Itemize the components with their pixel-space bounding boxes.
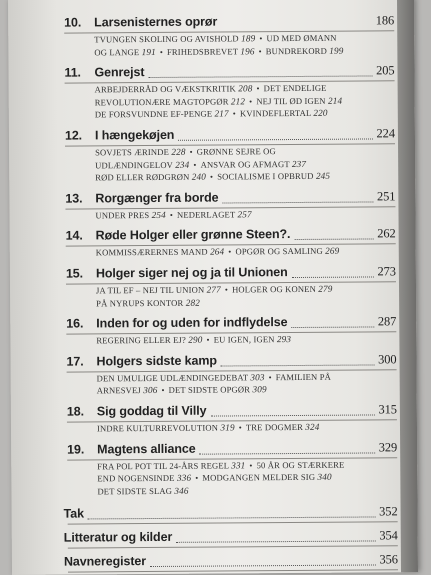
- subsection-page: 214: [327, 95, 343, 106]
- subsection-title: DET SIDSTE SLAG: [97, 485, 173, 497]
- subsection-title: UD MED ØMANN: [266, 32, 337, 44]
- toc-chapter-entry: [66, 227, 396, 260]
- toc-back-matter-entry: [63, 504, 398, 525]
- chapter-number: 12.: [64, 128, 83, 143]
- chapter-page-number: 315: [378, 402, 397, 417]
- subsection-line: [97, 483, 397, 498]
- subsection-page: 240: [191, 171, 207, 182]
- back-matter-page-number: 356: [379, 552, 398, 567]
- chapter-subsections: [95, 81, 395, 121]
- toc-back-matter-entry: [63, 552, 398, 573]
- toc-chapter-entry: [66, 314, 396, 347]
- dot-leader: [148, 76, 372, 79]
- subsection-title: EU IGEN, IGEN: [213, 334, 275, 345]
- subsection-title: FRIHEDSBREVET: [166, 45, 239, 57]
- subsection-line: [96, 295, 396, 310]
- chapter-number: 11.: [64, 65, 81, 80]
- chapter-title: Magtens alliance: [97, 441, 196, 456]
- subsection-title: NEJ TIL ØD IGEN: [256, 95, 326, 107]
- subsection-line: [96, 332, 396, 347]
- subsection-page: 220: [313, 108, 328, 119]
- chapter-number: 10.: [64, 15, 82, 30]
- chapter-subsections: [97, 458, 397, 498]
- subsection-title: DET ENDELIGE: [263, 82, 327, 94]
- bullet-separator: •: [232, 108, 236, 119]
- chapter-title: Genrejst: [94, 65, 145, 80]
- subsection-title: KVINDEFLERTAL: [239, 108, 312, 119]
- bullet-separator: •: [268, 371, 272, 382]
- subsection-page: 191: [141, 46, 156, 57]
- subsection-title: DET SIDSTE OPGØR: [168, 384, 251, 396]
- book-page: [8, 0, 418, 575]
- bullet-separator: •: [209, 171, 214, 182]
- bullet-separator: •: [249, 459, 253, 470]
- subsection-page: 309: [252, 384, 267, 395]
- toc-chapter-entry: [66, 264, 396, 309]
- chapter-subsections: [95, 207, 395, 222]
- back-matter-title: Litteratur og kilder: [63, 530, 173, 545]
- subsection-line: [97, 420, 397, 435]
- toc-chapter-entry: [64, 63, 394, 121]
- chapter-title: Holgers sidste kamp: [96, 353, 217, 369]
- chapter-subsections: [95, 144, 395, 184]
- chapter-title: Larsenisternes oprør: [94, 14, 218, 30]
- chapter-number: 14.: [65, 228, 83, 243]
- dot-leader: [88, 517, 375, 520]
- subsection-line: [95, 169, 395, 184]
- chapter-title: Rorgænger fra borde: [95, 190, 219, 206]
- bullet-separator: •: [193, 159, 197, 170]
- chapter-title: I hængekøjen: [94, 127, 175, 143]
- bullet-separator: •: [169, 209, 174, 220]
- subsection-page: 257: [237, 209, 252, 220]
- subsection-title: REGERING ELLER EJ?: [96, 334, 186, 346]
- chapter-title: Røde Holger eller grønne Steen?.: [95, 227, 291, 243]
- subsection-page: 269: [325, 246, 340, 257]
- subsection-page: 212: [230, 96, 246, 107]
- subsection-title: ARBEJDERRÅD OG VÆKSTKRITIK: [94, 83, 236, 95]
- subsection-page: 346: [174, 485, 189, 496]
- subsection-page: 237: [291, 158, 307, 169]
- subsection-line: [95, 207, 395, 222]
- subsection-title: BUNDREKORD: [265, 45, 327, 56]
- bullet-separator: •: [258, 45, 262, 56]
- subsection-title: FRA POL POT TIL 24-ÅRS REGEL: [97, 459, 229, 471]
- bullet-separator: •: [256, 83, 260, 94]
- subsection-page: 199: [329, 45, 344, 56]
- chapter-title: Sig goddag til Villy: [96, 403, 207, 419]
- subsection-title: HOLGER OG KONEN: [232, 283, 316, 295]
- subsection-page: 336: [176, 472, 192, 483]
- chapter-subsections: [94, 31, 394, 58]
- subsection-page: 324: [305, 421, 320, 432]
- dot-leader: [200, 452, 375, 454]
- subsection-title: JA TIL EF – NEJ TIL UNION: [95, 284, 205, 296]
- subsection-page: 290: [188, 334, 203, 345]
- subsection-title: OG LANGE: [94, 46, 140, 57]
- subsection-title: 50 ÅR OG STÆRKERE: [256, 459, 345, 470]
- subsection-page: 279: [318, 283, 333, 294]
- subsection-title: SOVJETS ÆRINDE: [95, 146, 170, 158]
- subsection-line: [96, 245, 396, 260]
- subsection-title: NEDERLAGET: [176, 209, 236, 220]
- subsection-line: [97, 383, 397, 398]
- subsection-title: INDRE KULTURREVOLUTION: [96, 422, 219, 434]
- subsection-title: UNDER PRES: [95, 209, 150, 221]
- subsection-page: 331: [231, 459, 246, 470]
- chapter-page-number: 287: [377, 314, 397, 329]
- subsection-title: ARNESVEJ: [96, 385, 141, 396]
- subsection-page: 303: [250, 371, 265, 383]
- chapter-page-number: 273: [377, 264, 396, 279]
- dot-leader: [176, 541, 375, 543]
- subsection-title: DEN UMULIGE UDLÆNDINGEDEBAT: [96, 372, 249, 384]
- dot-leader: [294, 239, 373, 241]
- subsection-title: GRØNNE SEJRE OG: [196, 146, 276, 157]
- subsection-page: 208: [238, 83, 253, 94]
- chapter-title: Holger siger nej og ja til Unionen: [95, 264, 288, 281]
- subsection-title: PÅ NYRUPS KONTOR: [96, 297, 184, 308]
- toc-chapter-entry: [65, 189, 395, 222]
- subsection-title: UDLÆNDINGELOV: [95, 159, 173, 170]
- subsection-page: 340: [317, 471, 332, 482]
- subsection-title: TVUNGEN SKOLING OG AVISHOLD: [94, 33, 239, 45]
- subsection-title: OPGØR OG SAMLING: [235, 246, 323, 257]
- chapter-subsections: [96, 332, 396, 347]
- toc-back-matter-entry: [63, 528, 398, 549]
- bullet-separator: •: [159, 46, 164, 57]
- dot-leader: [221, 26, 371, 27]
- dot-leader: [178, 138, 372, 140]
- bullet-separator: •: [249, 96, 253, 107]
- chapter-number: 19.: [67, 441, 85, 457]
- chapter-subsections: [96, 282, 396, 309]
- dot-leader: [223, 201, 373, 203]
- subsection-title: DE FORSVUNDNE EF-PENGE: [94, 108, 213, 120]
- bullet-separator: •: [206, 334, 210, 345]
- bullet-separator: •: [161, 385, 165, 396]
- toc-chapter-entry: [64, 13, 394, 58]
- dot-leader: [150, 565, 375, 568]
- toc-chapter-entry: [65, 126, 395, 184]
- chapter-number: 13.: [65, 191, 83, 206]
- subsection-page: 254: [151, 209, 166, 220]
- chapter-page-number: 186: [375, 13, 395, 28]
- back-matter-page-number: 354: [379, 528, 398, 543]
- bullet-separator: •: [238, 422, 242, 433]
- page-edge: [397, 0, 418, 572]
- chapter-subsections: [97, 370, 397, 397]
- chapter-number: 18.: [66, 404, 85, 419]
- subsection-page: 264: [210, 246, 225, 257]
- dot-leader: [291, 327, 373, 329]
- subsection-title: FAMILIEN PÅ: [275, 371, 331, 382]
- bullet-separator: •: [228, 246, 232, 257]
- subsection-title: TRE DOGMER: [245, 421, 304, 433]
- subsection-page: 189: [241, 33, 256, 44]
- back-matter-title: Tak: [63, 506, 84, 521]
- subsection-title: END NOGENSINDE: [97, 472, 175, 484]
- subsection-page: 306: [143, 385, 158, 396]
- chapter-number: 17.: [66, 354, 84, 369]
- dot-leader: [292, 276, 374, 278]
- toc-chapter-entry: [67, 440, 397, 498]
- chapter-page-number: 329: [378, 439, 398, 454]
- dot-leader: [210, 414, 374, 416]
- chapter-number: 16.: [66, 316, 84, 331]
- subsection-page: 196: [240, 45, 255, 56]
- subsection-page: 282: [185, 297, 200, 308]
- subsection-title: ANSVAR OG AFMAGT: [200, 158, 290, 170]
- chapter-page-number: 262: [377, 226, 396, 241]
- chapter-subsections: [96, 245, 396, 260]
- back-matter-page-number: 352: [379, 504, 398, 519]
- chapter-page-number: 224: [376, 126, 395, 141]
- bullet-separator: •: [189, 146, 193, 157]
- toc-chapter-entry: [66, 352, 396, 397]
- bullet-separator: •: [224, 284, 229, 295]
- chapter-page-number: 205: [376, 63, 395, 78]
- subsection-line: [95, 107, 395, 122]
- subsection-line: [94, 44, 394, 59]
- chapter-page-number: 251: [376, 189, 396, 204]
- table-of-contents: [64, 13, 398, 573]
- dot-leader: [221, 364, 374, 366]
- subsection-page: 228: [171, 146, 186, 157]
- subsection-page: 234: [175, 159, 190, 170]
- bullet-separator: •: [195, 472, 199, 483]
- subsection-page: 217: [214, 108, 229, 119]
- toc-chapter-entry: [67, 402, 397, 435]
- chapter-subsections: [97, 420, 397, 435]
- bullet-separator: •: [259, 33, 263, 44]
- chapter-page-number: 300: [378, 352, 397, 367]
- subsection-page: 293: [276, 334, 292, 345]
- subsection-page: 277: [206, 284, 221, 295]
- subsection-page: 245: [315, 170, 331, 182]
- chapter-number: 15.: [65, 266, 84, 281]
- back-matter-title: Navneregister: [63, 554, 147, 569]
- chapter-title: Inden for og uden for indflydelse: [96, 315, 288, 331]
- subsection-title: KOMMISSÆRERNES MAND: [95, 246, 208, 258]
- subsection-title: RØD ELLER RØDGRØN: [95, 171, 190, 183]
- subsection-page: 319: [220, 422, 235, 433]
- subsection-title: MODGANGEN MELDER SIG: [202, 471, 316, 483]
- subsection-title: REVOLUTIONÆRE MAGTOPGØR: [94, 96, 229, 108]
- subsection-title: SOCIALISME I OPBRUD: [217, 171, 314, 182]
